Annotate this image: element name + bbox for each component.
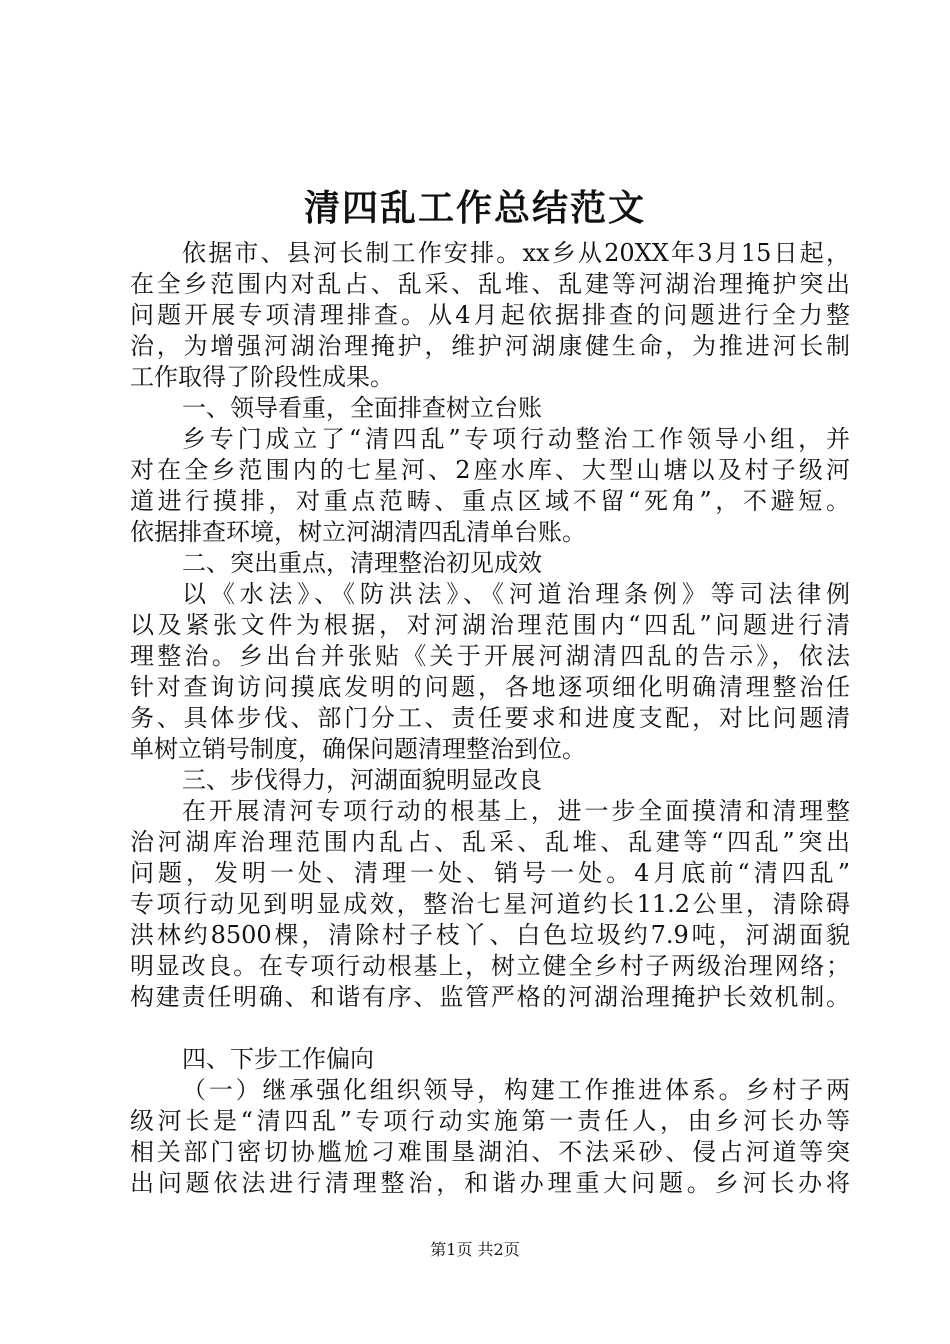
section-heading: 二、突出重点，清理整治初见成效 (182, 549, 542, 577)
paragraph-line: 以《水法》、《防洪法》、《河道治理条例》等司法律例 (182, 580, 850, 608)
paragraph-line: 单树立销号制度，确保问题清理整治到位。 (130, 735, 586, 763)
paragraph-line: 治，为增强河湖治理掩护，维护河湖康健生命，为推进河长制 (130, 332, 850, 360)
paragraph-line: 级河长是“清四乱”专项行动实施第一责任人，由乡河长办等 (130, 1107, 850, 1135)
section-heading: 四、下步工作偏向 (182, 1045, 374, 1073)
paragraph-line: 相关部门密切协尴尬刁难围垦湖泊、不法采砂、侵占河道等突 (130, 1138, 850, 1166)
section-heading: 一、领导看重，全面排查树立台账 (182, 394, 542, 422)
paragraph-line: 工作取得了阶段性成果。 (130, 363, 394, 391)
paragraph-line: 针对查询访问摸底发明的问题，各地逐项细化明确清理整治任 (130, 673, 850, 701)
document-title: 清四乱工作总结范文 (303, 187, 646, 229)
paragraph-line: 问题开展专项清理排查。从4月起依据排查的问题进行全力整 (130, 301, 850, 329)
paragraph-line: 治河湖库治理范围内乱占、乱采、乱堆、乱建等“四乱”突出 (130, 828, 850, 856)
document-body (130, 238, 850, 1199)
paragraph-line: 依据排查环境，树立河湖清四乱清单台账。 (130, 518, 586, 546)
paragraph-line: 洪林约8500棵，清除村子枝丫、白色垃圾约7.9吨，河湖面貌 (130, 921, 850, 949)
paragraph-line: 专项行动见到明显成效，整治七星河道约长11.2公里，清除碍 (130, 890, 850, 918)
section-heading: 三、步伐得力，河湖面貌明显改良 (182, 766, 542, 794)
paragraph-line: 务、具体步伐、部门分工、责任要求和进度支配，对比问题清 (130, 704, 850, 732)
paragraph-gap (130, 1013, 850, 1044)
paragraph-line: 构建责任明确、和谐有序、监管严格的河湖治理掩护长效机制。 (130, 983, 850, 1011)
page-footer: 第1页 共2页 (430, 1240, 520, 1259)
paragraph-line: 理整治。乡出台并张贴《关于开展河湖清四乱的告示》，依法 (130, 642, 850, 670)
paragraph-line: 明显改良。在专项行动根基上，树立健全乡村子两级治理网络； (130, 952, 850, 980)
paragraph-line: （一）继承强化组织领导，构建工作推进体系。乡村子两 (182, 1076, 850, 1104)
paragraph-line: 道进行摸排，对重点范畴、重点区域不留“死角”，不避短。 (130, 487, 850, 515)
paragraph-line: 在开展清河专项行动的根基上，进一步全面摸清和清理整 (182, 797, 850, 825)
paragraph-line: 在全乡范围内对乱占、乱采、乱堆、乱建等河湖治理掩护突出 (130, 270, 850, 298)
paragraph-line: 以及紧张文件为根据，对河湖治理范围内“四乱”问题进行清 (130, 611, 850, 639)
paragraph-line: 出问题依法进行清理整治，和谐办理重大问题。乡河长办将 (130, 1169, 850, 1197)
paragraph-line: 依据市、县河长制工作安排。xx乡从20XX年3月15日起， (182, 239, 850, 267)
paragraph-line: 对在全乡范围内的七星河、2座水库、大型山塘以及村子级河 (130, 456, 850, 484)
paragraph-line: 问题，发明一处、清理一处、销号一处。4月底前“清四乱” (130, 859, 850, 887)
paragraph-line: 乡专门成立了“清四乱”专项行动整治工作领导小组，并 (182, 425, 850, 453)
